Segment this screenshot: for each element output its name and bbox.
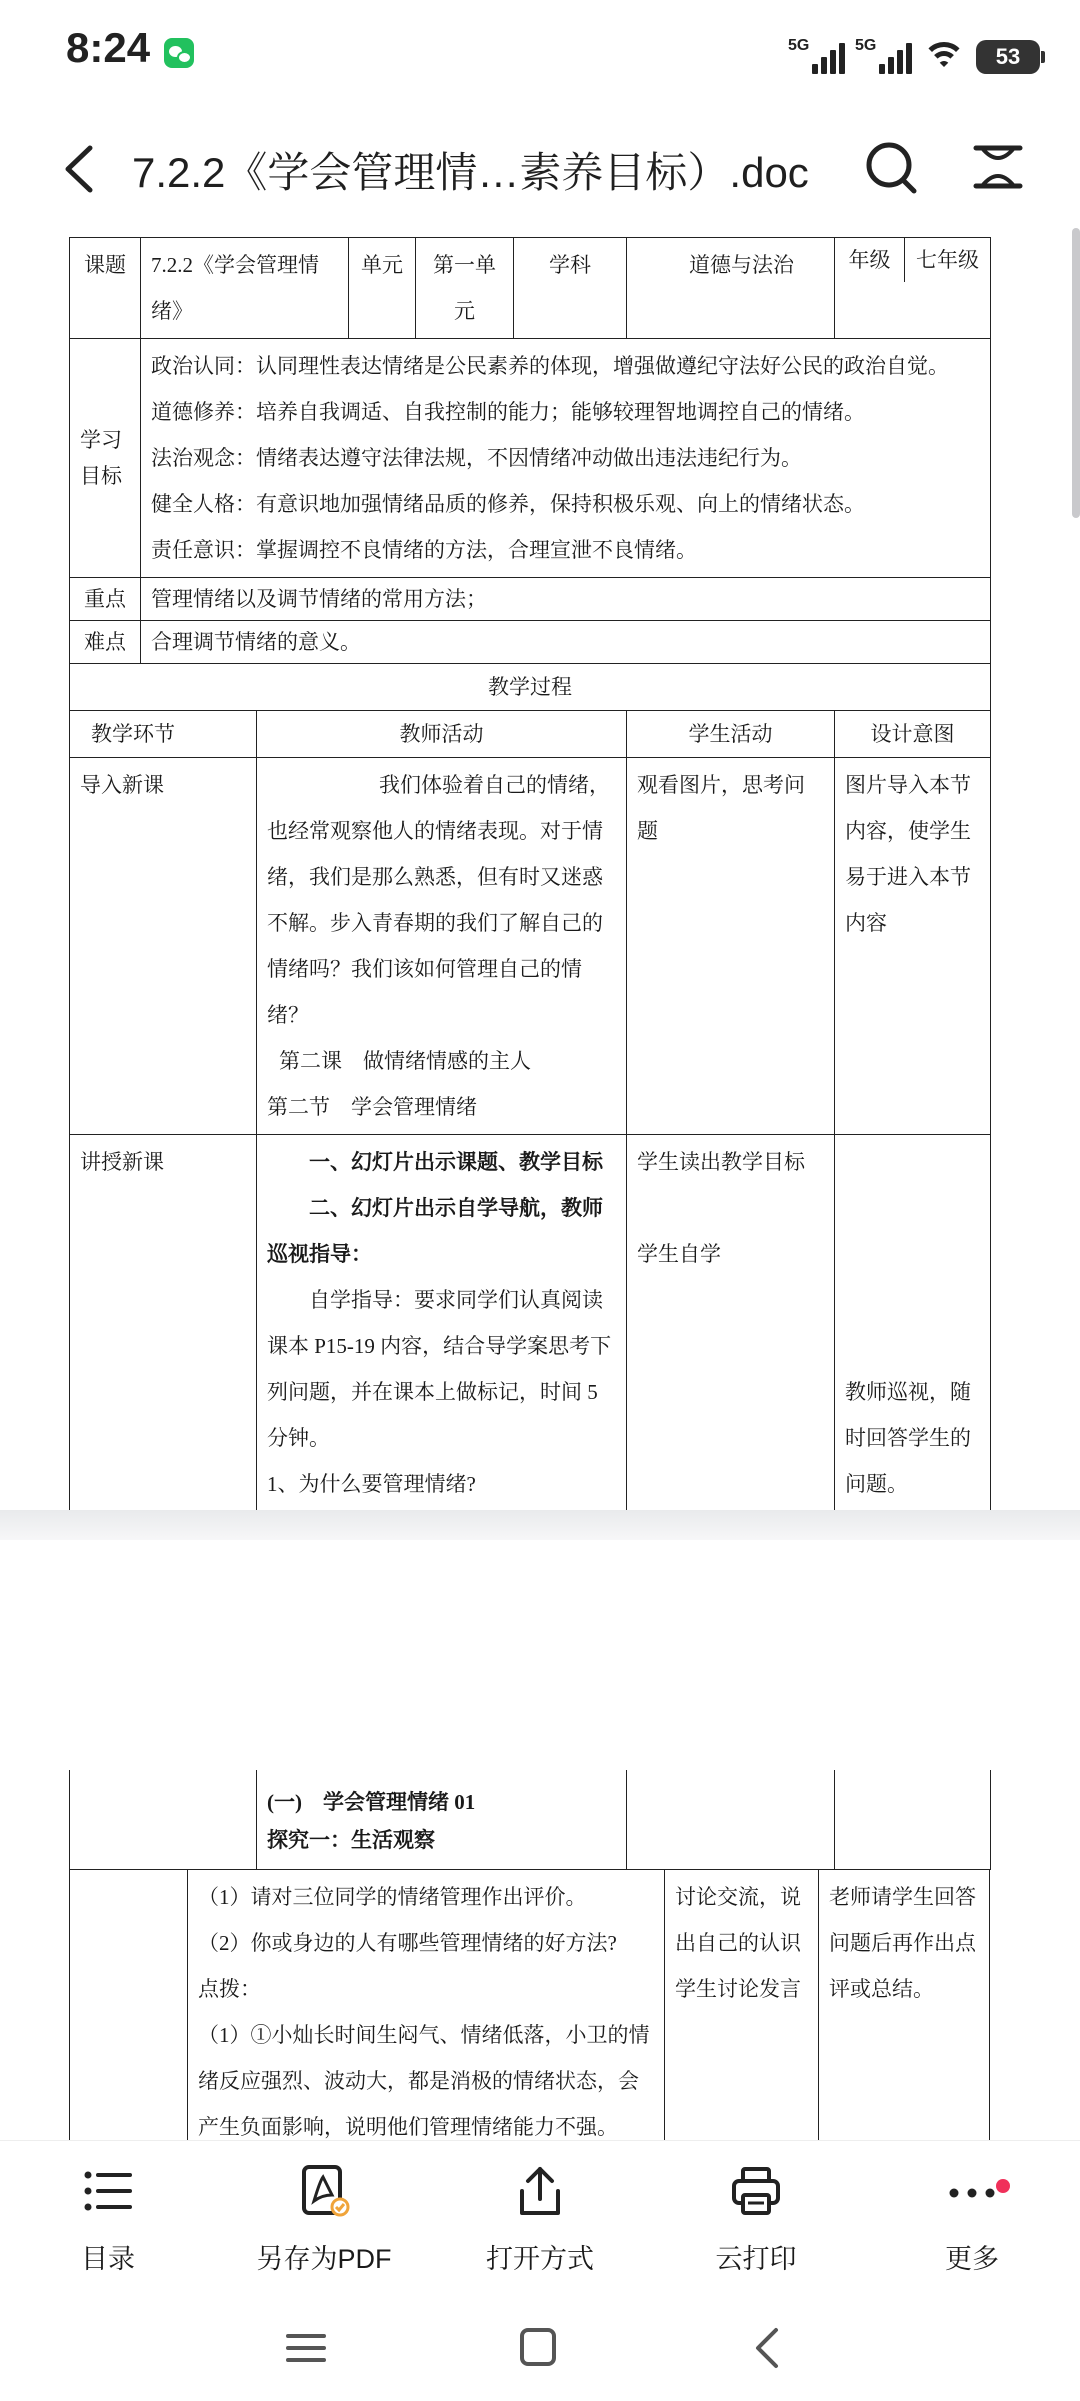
goals-label: 学习目标: [70, 339, 141, 578]
step-title: 二、幻灯片出示自学导航，教师巡视指导：: [267, 1196, 603, 1266]
wechat-icon: [164, 38, 194, 68]
key-value: 管理情绪以及调节情绪的常用方法；: [141, 578, 991, 621]
title-bar: [0, 110, 1080, 230]
menu-nav-icon[interactable]: [276, 2318, 336, 2378]
battery-icon: [976, 40, 1040, 74]
cloud-print-button[interactable]: [656, 2161, 856, 2291]
goal-item: 政治认同：认同理性表达情绪是公民素养的体现，增强做遵纪守法好公民的政治自觉。: [151, 354, 949, 378]
page2-student-activity: 讨论交流，说出自己的认识学生讨论发言: [665, 1870, 819, 2155]
design-intent-text: 教师巡视，随时回答学生的问题。: [845, 1380, 971, 1496]
sim1-network-label: 5G: [788, 37, 810, 54]
stage-cell: [70, 1870, 188, 2155]
more-icon: [942, 2161, 1002, 2221]
page2-design-intent: 老师请学生回答问题后再作出点评或总结。: [819, 1870, 990, 2155]
share-icon: [510, 2161, 570, 2221]
stage-intro: 导入新课: [70, 758, 257, 1135]
column-header: 教学环节: [70, 711, 257, 758]
pdf-icon: [294, 2161, 354, 2221]
page2-teacher-activity: [188, 1870, 665, 2155]
status-bar: [0, 0, 1080, 105]
toc-label: 目录: [81, 2244, 135, 2274]
bottom-toolbar: [0, 2140, 1080, 2300]
unit-label: 单元: [349, 238, 416, 339]
search-icon[interactable]: [862, 132, 922, 202]
grade-value: 七年级: [916, 248, 979, 272]
inquiry-title: 探究一：生活观察: [267, 1828, 435, 1852]
lesson-title: 第二课 做情绪情感的主人: [279, 1049, 531, 1073]
difficulty-value: 合理调节情绪的意义。: [141, 621, 991, 664]
intro-student-activity: 观看图片，思考问题: [627, 758, 835, 1135]
menu-icon[interactable]: [968, 132, 1028, 202]
list-icon: [78, 2161, 138, 2221]
save-as-pdf-button[interactable]: [224, 2161, 424, 2291]
open-with-button[interactable]: [440, 2161, 640, 2291]
lesson-plan-table-page2: [69, 1869, 990, 2155]
document-title: 7.2.2《学会管理情…素养目标）.doc: [132, 149, 809, 196]
open-with-label: 打开方式: [486, 2244, 594, 2274]
more-button[interactable]: [872, 2161, 1072, 2291]
goal-item: 法治观念：情绪表达遵守法律法规，不因情绪冲动做出违法违纪行为。: [151, 446, 802, 470]
save-as-pdf-label: 另存为PDF: [256, 2244, 392, 2274]
more-label: 更多: [945, 2244, 999, 2274]
battery-level: 53: [995, 44, 1021, 69]
hint-label: 点拨：: [198, 1977, 261, 2001]
column-header: 学生活动: [627, 711, 835, 758]
goal-item: 健全人格：有意识地加强情绪品质的修养，保持积极乐观、向上的情绪状态。: [151, 492, 865, 516]
goal-item: 责任意识：掌握调控不良情绪的方法，合理宣泄不良情绪。: [151, 538, 697, 562]
column-header: 设计意图: [835, 711, 991, 758]
notification-dot: [996, 2179, 1010, 2193]
home-nav-icon[interactable]: [508, 2318, 568, 2378]
key-label: 重点: [70, 578, 141, 621]
intro-text: 我们体验着自己的情绪，也经常观察他人的情绪表现。对于情绪，我们是那么熟悉，但有时又迷惑不解。步入青春期的我们了解自己的情绪吗？我们该如何管理自己的情绪？: [267, 773, 610, 1027]
page-break: [0, 1510, 1080, 1770]
question-item: 1、为什么要管理情绪?: [267, 1472, 476, 1496]
back-arrow-icon[interactable]: [52, 134, 112, 204]
difficulty-label: 难点: [70, 621, 141, 664]
signal-icon: [855, 37, 912, 74]
subject-value: [627, 238, 835, 339]
student-activity-text: 学生读出教学目标: [637, 1150, 805, 1174]
subsection-title: (一) 学会管理情绪 01: [267, 1790, 476, 1814]
system-navigation-bar: [0, 2300, 1080, 2401]
student-activity-text: 学生自学: [637, 1242, 721, 1266]
status-indicators: [788, 30, 1040, 74]
self-study-guide: 自学指导：要求同学们认真阅读课本 P15-19 内容，结合导学案思考下列问题，并在课本上做标记，时间 5 分钟。: [267, 1288, 612, 1450]
process-title: 教学过程: [70, 664, 991, 711]
scrollbar-thumb[interactable]: [1072, 228, 1080, 518]
intro-teacher-activity: [257, 758, 627, 1135]
intro-design-intent: 图片导入本节内容，使学生易于进入本节内容: [835, 758, 991, 1135]
cloud-print-label: 云打印: [715, 2244, 797, 2274]
inquiry-question: （2）你或身边的人有哪些管理情绪的好方法?: [198, 1931, 617, 1955]
subject-label: 学科: [514, 238, 627, 339]
status-time: 8:24: [66, 24, 151, 71]
wifi-icon: [922, 40, 966, 74]
sim2-network-label: 5G: [855, 37, 877, 54]
stage-lecture: 讲授新课: [70, 1135, 257, 1870]
grade-label: 年级: [835, 238, 905, 282]
subject-value-text: 道德与法治: [689, 253, 794, 277]
section-title: 第二节 学会管理情绪: [267, 1095, 477, 1119]
hint-text: （1）①小灿长时间生闷气、情绪低落，小卫的情绪反应强烈、波动大，都是消极的情绪状态，会产生负面影响，说明他们管理情绪能力不强。: [198, 2023, 650, 2139]
goals-cell: [141, 339, 991, 578]
topic-value: 7.2.2《学会管理情绪》: [141, 238, 349, 339]
step-title: 一、幻灯片出示课题、教学目标: [309, 1150, 603, 1174]
column-header: 教师活动: [257, 711, 627, 758]
printer-icon: [726, 2161, 786, 2221]
toc-button[interactable]: [8, 2161, 208, 2291]
back-nav-icon[interactable]: [738, 2318, 798, 2378]
inquiry-question: （1）请对三位同学的情绪管理作出评价。: [198, 1885, 587, 1909]
topic-label: 课题: [70, 238, 141, 339]
unit-value: 第一单元: [416, 238, 514, 339]
goal-item: 道德修养：培养自我调适、自我控制的能力；能够较理智地调控自己的情绪。: [151, 400, 865, 424]
signal-icon: [788, 37, 845, 74]
grade-cell: [835, 238, 991, 339]
